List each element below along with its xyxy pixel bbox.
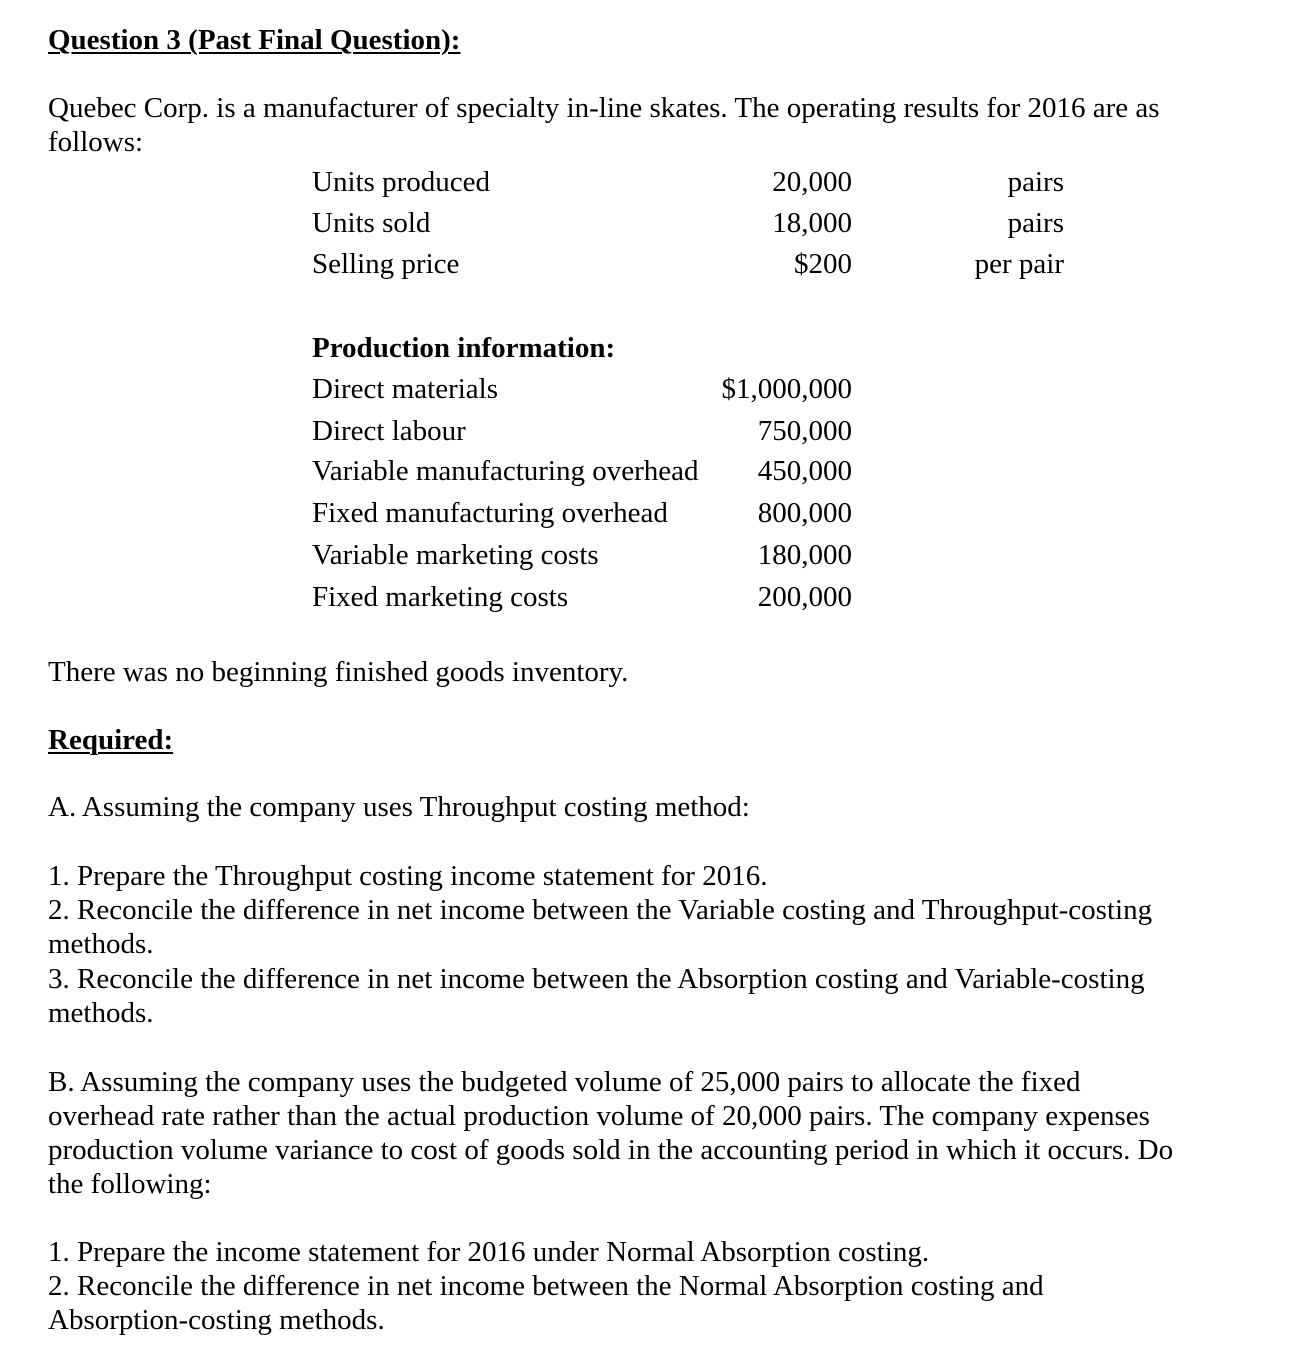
op-unit-units-produced: pairs (1007, 166, 1064, 198)
op-label-units-sold: Units sold (312, 207, 431, 239)
op-value-selling-price: $200 (794, 248, 852, 280)
prod-value-variable-mfg-overhead: 450,000 (757, 455, 852, 487)
part-b-intro-line-2: overhead rate rather than the actual production volume of 20,000 pairs. The company expenses (48, 1100, 1150, 1132)
part-a-item-2-line-2: methods. (48, 928, 154, 960)
part-b-item-2-line-2: Absorption-costing methods. (48, 1304, 385, 1336)
part-b-item-2-line-1: 2. Reconcile the difference in net income between the Normal Absorption costing and (48, 1270, 1044, 1302)
op-unit-selling-price: per pair (974, 248, 1064, 280)
prod-value-fixed-mfg-overhead: 800,000 (757, 497, 852, 529)
part-b-item-1: 1. Prepare the income statement for 2016 under Normal Absorption costing. (48, 1236, 930, 1268)
intro-line-1: Quebec Corp. is a manufacturer of specialty in-line skates. The operating results for 2016 are as (48, 92, 1160, 124)
prod-label-fixed-mfg-overhead: Fixed manufacturing overhead (312, 497, 668, 529)
op-value-units-produced: 20,000 (772, 166, 852, 198)
intro-line-2: follows: (48, 126, 144, 158)
op-value-units-sold: 18,000 (772, 207, 852, 239)
question-title: Question 3 (Past Final Question): (48, 24, 461, 56)
op-unit-units-sold: pairs (1007, 207, 1064, 239)
prod-label-direct-materials: Direct materials (312, 373, 498, 405)
prod-label-fixed-marketing: Fixed marketing costs (312, 581, 569, 613)
prod-value-direct-labour: 750,000 (757, 415, 852, 447)
part-a-item-1: 1. Prepare the Throughput costing income statement for 2016. (48, 860, 768, 892)
required-heading: Required: (48, 724, 174, 756)
part-b-intro-line-3: production volume variance to cost of goods sold in the accounting period in which it occurs. Do (48, 1134, 1174, 1166)
op-label-units-produced: Units produced (312, 166, 490, 198)
part-b-intro-line-4: the following: (48, 1168, 212, 1200)
part-a-item-2-line-1: 2. Reconcile the difference in net income between the Variable costing and Throughput-costing (48, 894, 1153, 926)
op-label-selling-price: Selling price (312, 248, 460, 280)
prod-label-direct-labour: Direct labour (312, 415, 466, 447)
part-a-item-3-line-1: 3. Reconcile the difference in net income between the Absorption costing and Variable-costing (48, 963, 1145, 995)
prod-value-variable-marketing: 180,000 (757, 539, 852, 571)
part-a-item-3-line-2: methods. (48, 997, 154, 1029)
inventory-note: There was no beginning finished goods inventory. (48, 656, 629, 688)
prod-value-direct-materials: $1,000,000 (721, 373, 852, 405)
prod-value-fixed-marketing: 200,000 (757, 581, 852, 613)
prod-label-variable-mfg-overhead: Variable manufacturing overhead (312, 455, 699, 487)
production-heading: Production information: (312, 332, 616, 364)
prod-label-variable-marketing: Variable marketing costs (312, 539, 599, 571)
part-b-intro-line-1: B. Assuming the company uses the budgeted volume of 25,000 pairs to allocate the fixed (48, 1066, 1081, 1098)
part-a-intro: A. Assuming the company uses Throughput costing method: (48, 791, 750, 823)
